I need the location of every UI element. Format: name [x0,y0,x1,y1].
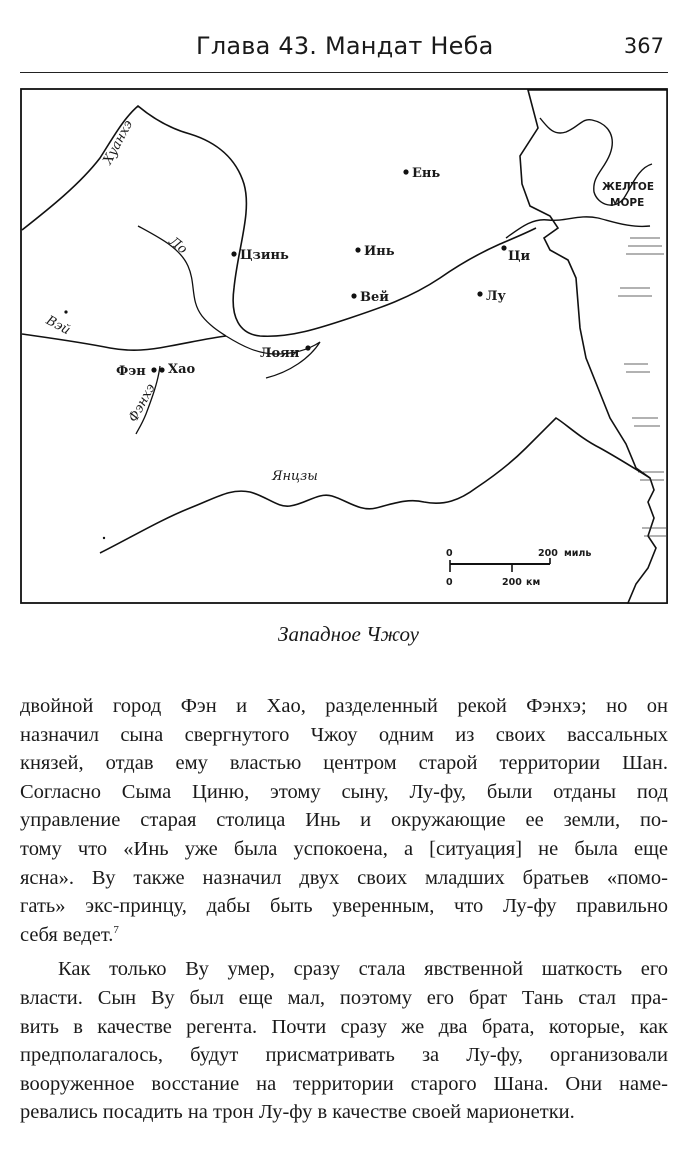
text-line: назначил сына свергнутого Чжоу одним из своих вассальных [20,723,668,746]
text-line: Как только Ву умер, сразу стала явственной шаткость его [58,958,668,981]
scale-km-value: 200 [502,577,522,588]
river-label-lo: Ло [165,234,190,258]
city-label: Фэн [116,364,146,379]
city-label: Лу [486,289,506,304]
body-text [20,692,668,1127]
text-line-last [20,921,668,950]
text-line: ясна». Ву также назначил двух своих младших братьев «помо- [20,866,668,889]
footnote-marker: 7 [113,923,119,936]
scale-km-zero: 0 [446,577,453,588]
text-line: гать» экс-принцу, дабы быть уверенным, что Лу-фу правильно [20,895,668,918]
page-number: 367 [623,34,664,58]
city-dot [231,251,236,256]
city-dot [159,367,164,372]
river-label-huanghe: Хуанхэ [100,117,137,167]
text-line: тому что «Инь уже была успокоена, а [ситуация] не была еще [20,837,668,860]
city-dot [151,367,156,372]
city-dot [351,293,356,298]
header-rule [20,72,668,73]
river-label-yangtze: Янцзы [272,469,318,484]
city-dot [403,169,408,174]
map-western-zhou [20,88,670,606]
sea-label-line1: ЖЕЛТОЕ [602,181,655,193]
city-label: Вей [360,290,389,305]
scale-km-unit: км [526,577,541,588]
chapter-title: Глава 43. Мандат Неба [196,32,494,60]
river-label-wei: Вэй [43,313,73,339]
sea-label-line2: МОРЕ [610,197,645,209]
river-label-fenghe: Фэнхэ [126,381,159,425]
city-label: Лояи [260,346,300,361]
city-label: Инь [364,244,395,259]
city-dot [355,247,360,252]
scale-miles-value: 200 [538,548,558,559]
city-dot [305,345,310,350]
text-line: вооруженное восстание на территории старого Шана. Они наме- [20,1072,668,1095]
map-caption: Западное Чжоу [278,622,419,646]
city-dot [501,245,506,250]
text-line: Согласно Сыма Циню, этому сыну, Лу-фу, были отданы под [20,780,668,803]
scale-miles-zero: 0 [446,548,453,559]
running-head [20,28,668,68]
text-line: предполагалось, будут присматривать за Лу-фу, организовали [20,1044,668,1067]
text-line: управление старая столица Инь и окружающие ее земли, по- [20,809,668,832]
text-line: вить в качестве регента. Почти сразу же два брата, которые, как [20,1015,668,1038]
city-jin [231,248,289,263]
text-line-content: себя ведет. [20,923,114,946]
city-label: Цзинь [240,248,289,263]
text-line: князей, отдав ему властью центром старой территории Шан. [20,752,668,775]
text-line: двойной город Фэн и Хао, разделенный рекой Фэнхэ; но он [20,695,668,717]
small-dot [64,310,67,313]
text-line-last: ревались посадить на трон Лу-фу в качестве своей марионетки. [20,1101,575,1124]
text-line: власти. Сын Ву был еще мал, поэтому его брат Тань стал пра- [20,986,668,1009]
small-dot [103,537,105,539]
city-label: Ци [508,249,531,264]
city-label: Ень [412,166,441,181]
scale-miles-unit: миль [564,548,592,559]
city-dot [477,291,482,296]
city-label: Хао [168,362,196,377]
